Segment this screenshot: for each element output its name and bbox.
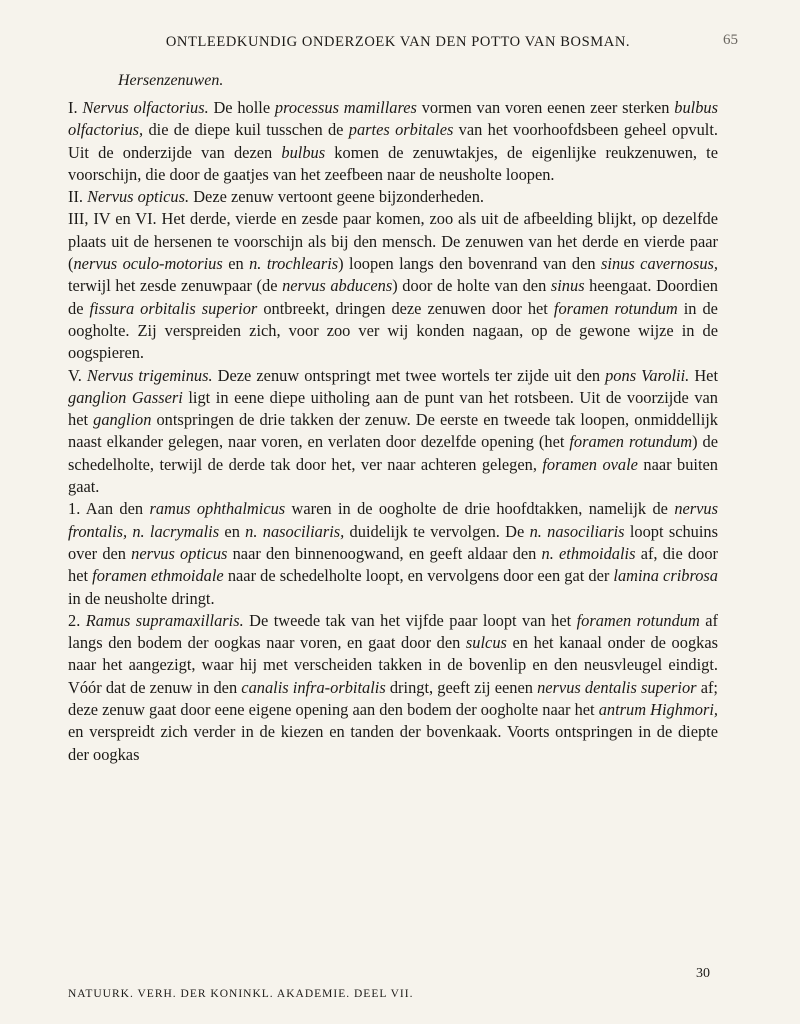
italic-term: foramen rotundum (576, 610, 700, 630)
text-run: 2. (68, 610, 86, 630)
section-title: Hersenzenuwen. (118, 72, 224, 89)
text-run: De holle (208, 98, 275, 117)
paragraph-opticus (68, 186, 718, 208)
text-run: komen de zenuwtakjes, de eigenlijke reukzenuwen, te voorschijn, die door de gaatjes van het zeefbeen naar de neusholte loopen. (68, 142, 719, 184)
italic-term: Nervus trigeminus. (86, 365, 213, 385)
text-run: vormen van voren eenen zeer sterken (416, 98, 675, 117)
text-run: af, die door het (68, 543, 718, 586)
text-run: en (222, 254, 250, 274)
italic-term: nervus oculo-motorius (73, 254, 223, 274)
footer-imprint: NATUURK. VERH. DER KONINKL. AKADEMIE. DEEL VII. (68, 988, 414, 1000)
text-run: II. (68, 187, 88, 207)
text-run: III, IV en VI. Het derde, vierde en zesde paar komen, zoo als uit de afbeelding blijkt, op dezelfde plaats uit de hersenen te voorschijn als bij den mensch. De zenuwen van het derde en vierde paar ( (68, 209, 718, 274)
text-run: ) loopen langs den bovenrand van den (338, 254, 602, 274)
italic-term: n. ethmoidalis (541, 543, 636, 563)
text-run: V. (68, 365, 87, 385)
text-run: dringt, geeft zij eenen (385, 677, 538, 697)
body-text (68, 97, 718, 766)
text-run: en verspreidt zich verder in de kiezen en tanden der bovenkaak. Voorts ontspringen in de diepte der oogkas (68, 722, 718, 764)
paragraph-olfactorius (68, 97, 718, 186)
italic-term: bulbus olfactorius, (68, 98, 718, 140)
text-run: in de neusholte dringt. (68, 588, 215, 608)
text-run: af; deze zenuw gaat door eene eigene opening aan den bodem der oogholte naar het (68, 677, 718, 720)
italic-term: partes orbitales (348, 120, 454, 140)
text-run: heengaat. Doordien de (68, 276, 718, 318)
text-run: en het kanaal onder de oogkas naar het aangezigt, waar hij met verscheiden takken in de bovenlip en den neusvleugel eindigt. Vóór dat de zenuw in den (68, 633, 718, 697)
text-run: ontbreekt, dringen deze zenuwen door het (257, 298, 554, 318)
italic-term: nervus opticus (131, 543, 228, 563)
text-run: Deze zenuw vertoont geene bijzonderheden. (189, 187, 485, 207)
italic-term: nervus dentalis superior (537, 677, 697, 697)
text-run: 1. Aan den (68, 499, 150, 519)
italic-term: ganglion (93, 410, 152, 430)
text-run: waren in de oogholte de drie hoofdtakken, namelijk de (285, 499, 675, 519)
text-run: Deze zenuw ontspringt met twee wortels ter zijde uit den (212, 365, 606, 385)
running-head: ONTLEEDKUNDIG ONDERZOEK VAN DEN POTTO VAN BOSMAN. (165, 34, 631, 50)
page-number: 65 (723, 32, 738, 48)
text-run: en (219, 521, 246, 541)
text-run: Het (689, 365, 718, 385)
italic-term: pons Varolii. (605, 365, 690, 385)
text-run: naar buiten gaat. (68, 454, 718, 497)
text-run: ) door de holte van den (392, 276, 551, 296)
italic-term: nervus abducens (282, 276, 393, 296)
text-run: naar de schedelholte loopt, en vervolgens door een gat der (223, 566, 614, 586)
text-run: die de diepe kuil tusschen de (143, 120, 349, 140)
text-run: I. (68, 98, 83, 117)
italic-term: nervus frontalis, n. lacrymalis (68, 499, 719, 541)
italic-term: sulcus (465, 633, 507, 653)
italic-term: canalis infra-orbitalis (241, 677, 386, 697)
italic-term: antrum Highmori, (598, 700, 719, 720)
italic-term: foramen rotundum (569, 432, 693, 452)
italic-term: fissura orbitalis superior (89, 298, 258, 318)
italic-term: sinus cavernosus, (601, 254, 719, 274)
text-run: van het voorhoofdsbeen geheel opvult. Uit de onderzijde van dezen (68, 120, 718, 162)
paragraph-ophthalmicus (68, 498, 718, 609)
text-run: af langs den bodem der oogkas naar voren, en gaat door den (68, 610, 718, 653)
italic-term: bulbus (281, 142, 326, 162)
text-run: naar den binnenoogwand, en geeft aldaar den (227, 543, 542, 563)
italic-term: foramen ovale (542, 454, 638, 474)
text-run: ) de schedelholte, terwijl de derde tak door het, ver naar achteren gelegen, (68, 432, 718, 474)
text-run: ligt in eene diepe uitholing aan de punt van het rotsbeen. Uit de voorzijde van het (68, 387, 718, 430)
italic-term: n. nasociliaris, (245, 521, 345, 541)
italic-term: n. nasociliaris (529, 521, 625, 541)
italic-term: Nervus olfactorius. (82, 98, 209, 117)
italic-term: ramus ophthalmicus (149, 499, 286, 519)
italic-term: ganglion Gasseri (68, 387, 183, 407)
signature-number: 30 (696, 966, 710, 981)
italic-term: processus mamillares (274, 98, 417, 117)
italic-term: Nervus opticus. (87, 187, 190, 207)
italic-term: sinus (550, 276, 585, 296)
paragraph-supramaxillaris (68, 610, 718, 766)
text-run: De tweede tak van het vijfde paar loopt van het (243, 610, 577, 630)
text-run: terwijl het zesde zenuwpaar (de (68, 276, 283, 296)
paragraph-trigeminus (68, 365, 718, 499)
italic-term: n. trochlearis (249, 254, 339, 274)
italic-term: foramen ethmoidale (92, 566, 224, 586)
paragraph-oculomotor (68, 208, 718, 364)
italic-term: Ramus supramaxillaris. (85, 610, 244, 630)
text-run: ontspringen de drie takken der zenuw. De eerste en tweede tak loopen, onmiddellijk naast elkander gelegen, naar voren, en verlaten door dezelfde opening (het (68, 410, 718, 452)
italic-term: foramen rotundum (553, 298, 678, 318)
text-run: loopt schuins over den (68, 521, 719, 563)
text-run: duidelijk te vervolgen. De (344, 521, 530, 541)
italic-term: lamina cribrosa (613, 566, 719, 586)
text-run: in de oogholte. Zij verspreiden zich, voor zoo ver wij konden nagaan, op de gewone wijze in de oogspieren. (68, 298, 718, 363)
